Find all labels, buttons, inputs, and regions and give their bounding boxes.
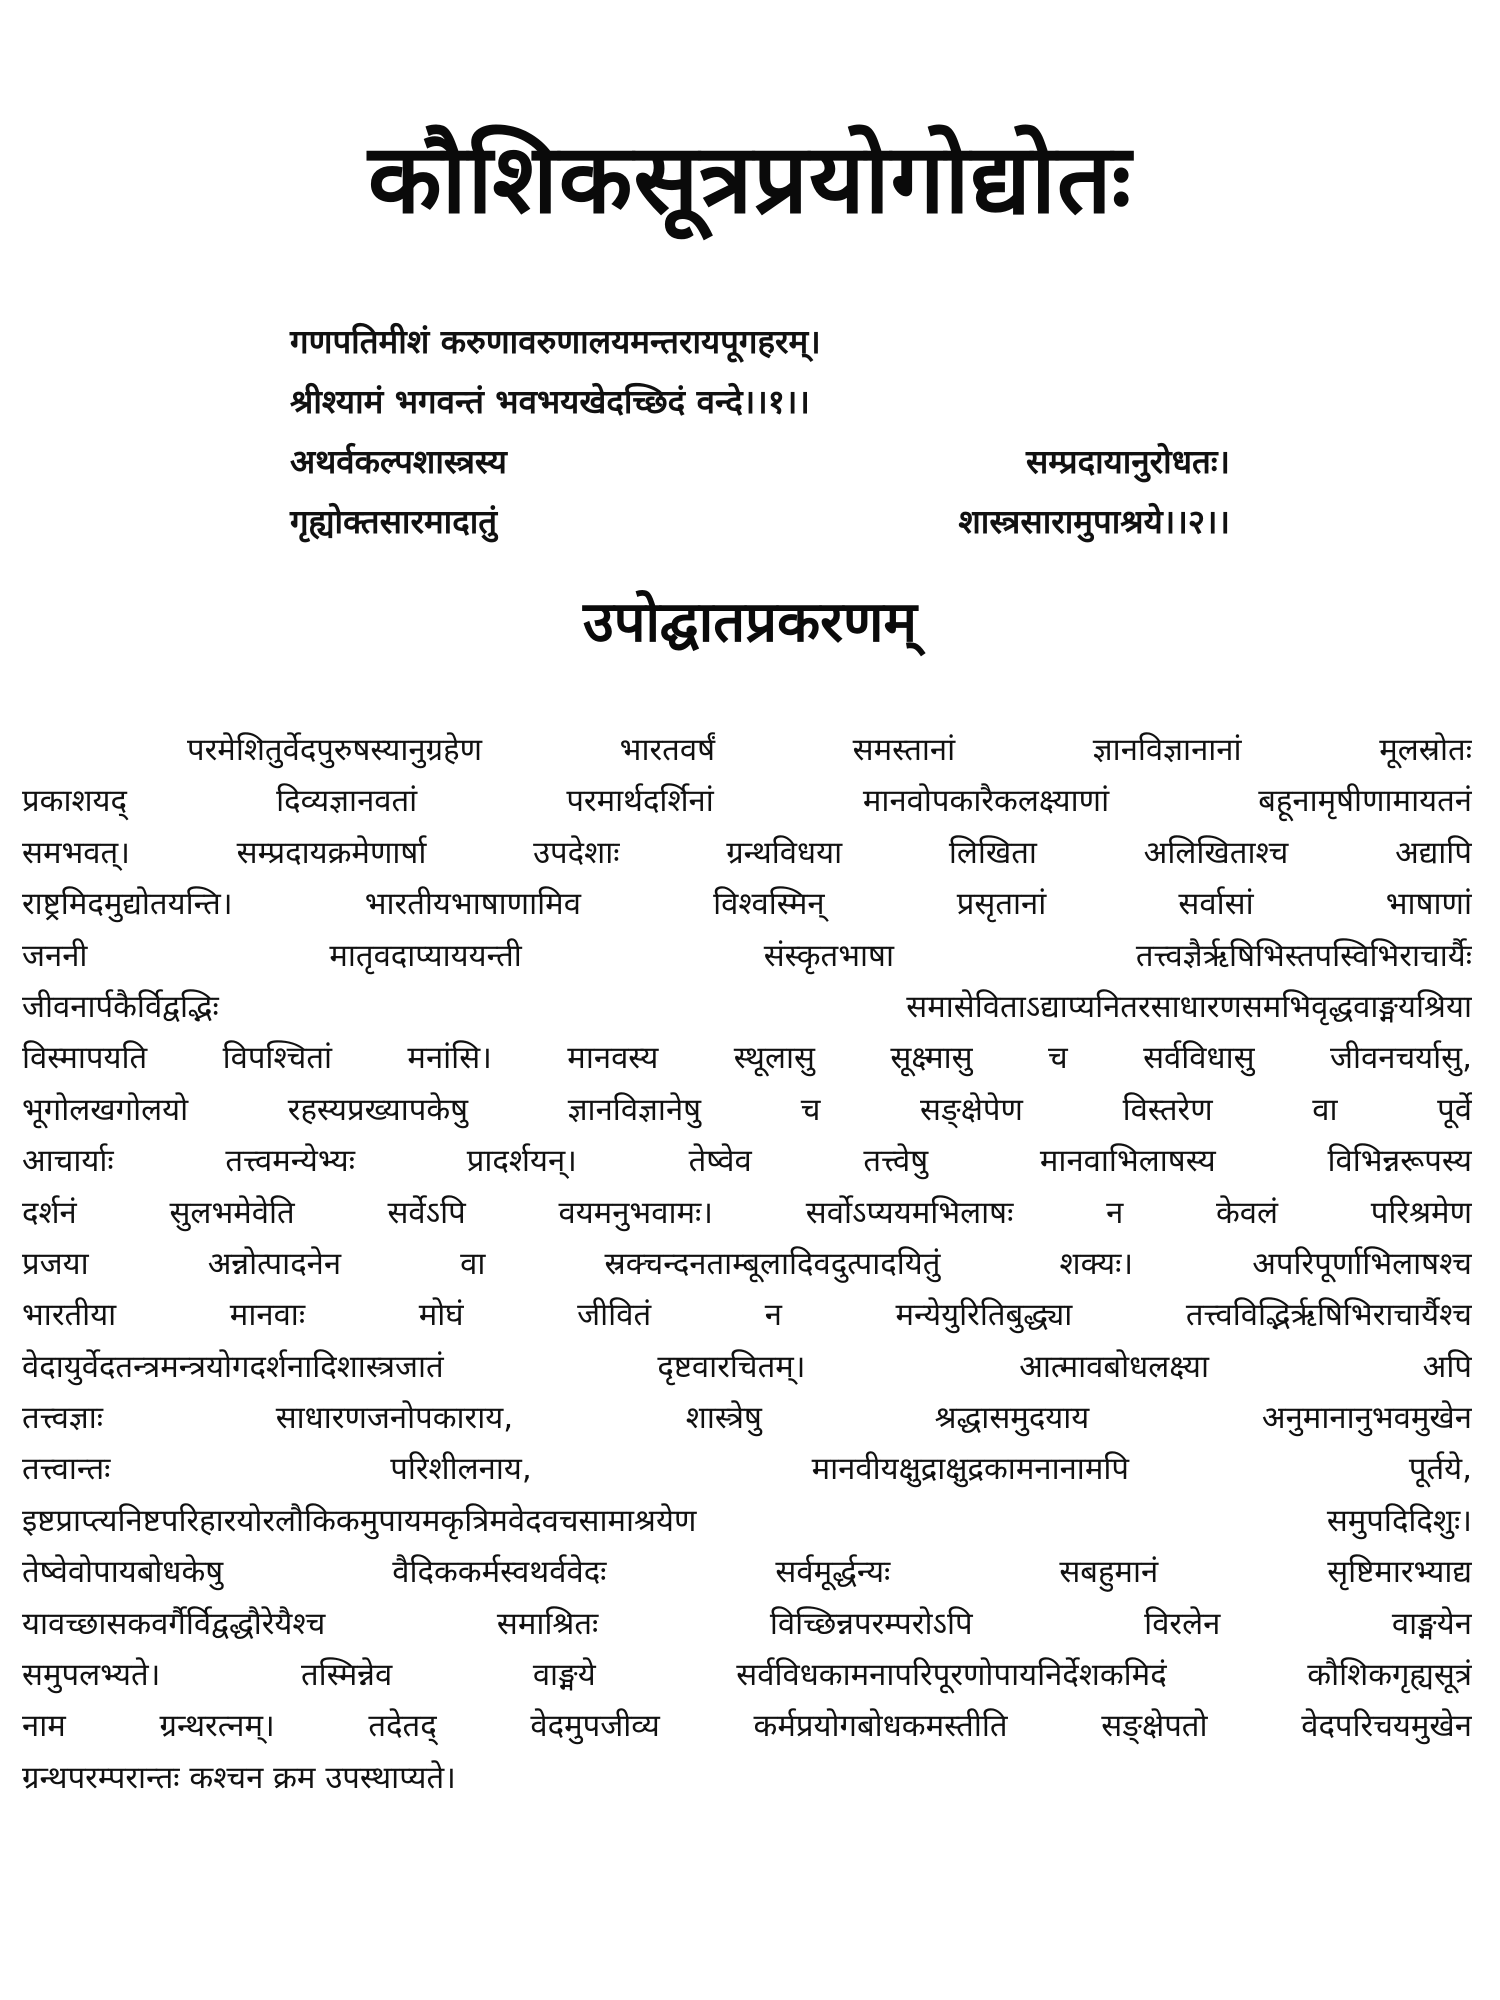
paragraph-line <box>22 931 1472 982</box>
paragraph-line <box>22 982 1472 1033</box>
paragraph-line <box>22 725 1472 776</box>
word: न <box>1106 1194 1124 1231</box>
word: पूर्तये, <box>1408 1451 1472 1488</box>
paragraph-line: ग्रन्थपरम्परान्तः कश्चन क्रम उपस्थाप्यते। <box>22 1759 456 1796</box>
word: मानवस्य <box>567 1040 659 1077</box>
word: परिश्रमेण <box>1370 1194 1472 1231</box>
word: वेदमुपजीव्य <box>530 1708 660 1745</box>
word: प्रकाशयद् <box>22 783 127 820</box>
word: परिशीलनाय, <box>390 1451 532 1488</box>
word: च <box>800 1091 821 1128</box>
word: भूगोलखगोलयो <box>22 1091 189 1128</box>
body-paragraph <box>22 725 1472 1804</box>
word: विस्तरेण <box>1122 1091 1213 1128</box>
word: वाङ्मयेन <box>1391 1605 1472 1642</box>
word: तत्त्वान्तः <box>22 1451 111 1488</box>
word: वा <box>460 1245 486 1282</box>
word: दिव्यज्ञानवतां <box>276 783 418 820</box>
word: रहस्यप्रख्यापकेषु <box>287 1091 469 1128</box>
word: भाषाणां <box>1385 886 1472 923</box>
verse-second-half: सम्प्रदायानुरोधतः। <box>1025 442 1230 481</box>
paragraph-line <box>22 1701 1472 1752</box>
word: तत्त्वमन्येभ्यः <box>225 1143 356 1180</box>
word: वेदायुर्वेदतन्त्रमन्त्रयोगदर्शनादिशास्त्रजातं <box>22 1348 444 1385</box>
word: अद्यापि <box>1395 834 1472 871</box>
word: तदेतद् <box>368 1708 437 1745</box>
word: प्रसृतानां <box>956 886 1047 923</box>
invocation-verses <box>290 312 1230 552</box>
word: मनांसि। <box>407 1040 492 1077</box>
word: ज्ञानविज्ञानानां <box>1092 732 1242 768</box>
word: शक्यः। <box>1059 1245 1134 1282</box>
word: पूर्वे <box>1437 1091 1472 1128</box>
word: वा <box>1312 1091 1338 1128</box>
word: वयमनुभवामः। <box>558 1194 714 1231</box>
paragraph-line <box>22 879 1472 930</box>
verse-first-half: गृह्योक्तसारमादातुं <box>290 502 498 541</box>
paragraph-line <box>22 1085 1472 1136</box>
word: शास्त्रेषु <box>685 1400 762 1437</box>
word: कर्मप्रयोगबोधकमस्तीति <box>753 1708 1008 1745</box>
word: विरलेन <box>1144 1605 1221 1642</box>
word: विच्छिन्नपरम्परोऽपि <box>769 1605 973 1642</box>
word: भारतवर्षं <box>619 732 715 768</box>
word: सुलभमेवेति <box>169 1194 295 1231</box>
word: विपश्चितां <box>222 1040 333 1077</box>
word: राष्ट्रमिदमुद्योतयन्ति। <box>22 886 233 923</box>
word: भारतीयभाषाणामिव <box>364 886 581 923</box>
word: सबहुमानं <box>1059 1554 1159 1591</box>
paragraph-line <box>22 828 1472 879</box>
word: अन्नोत्पादनेन <box>207 1245 342 1282</box>
word: मातृवदाप्याययन्ती <box>329 937 522 974</box>
word: केवलं <box>1216 1194 1279 1231</box>
word: अपरिपूर्णाभिलाषश्च <box>1252 1245 1472 1282</box>
word: सङ्क्षेपेण <box>920 1091 1023 1128</box>
paragraph-line <box>22 1136 1472 1187</box>
word: च <box>1048 1040 1068 1077</box>
word: तत्त्वेषु <box>863 1143 929 1180</box>
paragraph-line <box>22 1239 1472 1290</box>
paragraph-line <box>22 1444 1472 1495</box>
paragraph-line <box>22 1496 1472 1547</box>
word: तत्त्वविद्भिर्ऋषिभिराचार्यैश्च <box>1185 1297 1472 1334</box>
word: सर्वोऽप्ययमभिलाषः <box>805 1194 1014 1231</box>
verse-first-half: अथर्वकल्पशास्त्रस्य <box>290 442 507 481</box>
word: सङ्क्षेपतो <box>1101 1708 1208 1745</box>
word: सृष्टिमारभ्याद्य <box>1327 1554 1472 1591</box>
word: विस्मापयति <box>22 1040 148 1077</box>
word: कौशिकगृह्यसूत्रं <box>1307 1657 1472 1694</box>
word: समभवत्। <box>22 834 130 871</box>
word: जीवनार्पकैर्विद्वद्भिः <box>22 988 219 1025</box>
paragraph-line <box>22 1290 1472 1341</box>
word: उपदेशाः <box>533 834 620 871</box>
word: सूक्ष्मासु <box>890 1040 973 1077</box>
word: सम्प्रदायक्रमेणार्षा <box>236 834 427 871</box>
word: तत्त्वज्ञाः <box>22 1400 104 1437</box>
word: दृष्टवारचितम्। <box>657 1348 806 1385</box>
word: ज्ञानविज्ञानेषु <box>567 1091 702 1128</box>
section-heading: उपोद्घातप्रकरणम् <box>583 590 917 655</box>
word: ग्रन्थविधया <box>726 834 843 871</box>
word: वैदिककर्मस्वथर्ववेदः <box>392 1554 607 1591</box>
word: सर्वविधासु <box>1143 1040 1255 1077</box>
word: समस्तानां <box>852 732 956 768</box>
word: समासेविताऽद्याप्यनितरसाधारणसमभिवृद्धवाङ्मयश्रिया <box>906 988 1472 1025</box>
verse-line <box>290 492 1230 552</box>
word: तेष्वेवोपायबोधकेषु <box>22 1554 224 1591</box>
word: परमार्थदर्शिनां <box>566 783 714 820</box>
word: आत्मावबोधलक्ष्या <box>1019 1348 1210 1385</box>
word: सर्वेऽपि <box>387 1194 466 1231</box>
word: मानवाभिलाषस्य <box>1039 1143 1216 1180</box>
word: स्रक्चन्दनताम्बूलादिवदुत्पादयितुं <box>604 1245 941 1282</box>
paragraph-line <box>22 1599 1472 1650</box>
word: सर्वमूर्द्धन्यः <box>775 1554 891 1591</box>
word: यावच्छासकवर्गैर्विद्वद्धौरेयैश्च <box>22 1605 326 1642</box>
verse-line <box>290 312 1230 372</box>
word: समुपलभ्यते। <box>22 1657 161 1694</box>
verse-line <box>290 432 1230 492</box>
paragraph-line <box>22 1547 1472 1598</box>
word: प्रजया <box>22 1245 89 1282</box>
word: अपि <box>1422 1348 1472 1385</box>
word: परमेशितुर्वेदपुरुषस्यानुग्रहेण <box>187 732 482 768</box>
page-title: कौशिकसूत्रप्रयोगोद्योतः <box>368 123 1132 235</box>
word: नाम <box>22 1708 66 1745</box>
word: स्थूलासु <box>733 1040 815 1077</box>
word: प्रादर्शयन्। <box>466 1143 577 1180</box>
word: मानवोपकारैकलक्ष्याणां <box>862 783 1110 820</box>
verse-second-half: शास्त्रसारामुपाश्रये।।२।। <box>958 502 1230 541</box>
word: जननी <box>22 937 88 974</box>
word: भारतीया <box>22 1297 117 1334</box>
word: मूलस्रोतः <box>1379 732 1472 768</box>
word: मानवीयक्षुद्राक्षुद्रकामनानामपि <box>811 1451 1130 1488</box>
paragraph-line <box>22 1188 1472 1239</box>
word: तेष्वेव <box>688 1143 752 1180</box>
word: आचार्याः <box>22 1143 114 1180</box>
word: सर्वासां <box>1178 886 1254 923</box>
word: जीवनचर्यासु, <box>1329 1040 1472 1077</box>
word: बहूनामृषीणामायतनं <box>1258 783 1472 820</box>
word: अनुमानानुभवमुखेन <box>1261 1400 1472 1437</box>
word: साधारणजनोपकाराय, <box>275 1400 514 1437</box>
word: समुपदिदिशुः। <box>1326 1502 1472 1539</box>
paragraph-line <box>22 1650 1472 1701</box>
word: लिखिता <box>948 834 1037 871</box>
word: मानवाः <box>229 1297 306 1334</box>
word: सर्वविधकामनापरिपूरणोपायनिर्देशकमिदं <box>736 1657 1167 1694</box>
word: इष्टप्राप्त्यनिष्टपरिहारयोरलौकिकमुपायमकृत्रिमवेदवचसामाश्रयेण <box>22 1502 697 1539</box>
verse-text: गणपतिमीशं करुणावरुणालयमन्तरायपूगहरम्। <box>290 322 821 361</box>
word: श्रद्धासमुदयाय <box>934 1400 1090 1437</box>
word: विभिन्नरूपस्य <box>1327 1143 1472 1180</box>
word: तत्त्वज्ञैर्ऋषिभिस्तपस्विभिराचार्यैः <box>1135 937 1472 974</box>
word: जीवितं <box>577 1297 652 1334</box>
word: तस्मिन्नेव <box>301 1657 393 1694</box>
word: समाश्रितः <box>496 1605 599 1642</box>
word: मन्येयुरितिबुद्ध्या <box>895 1297 1073 1334</box>
word: अलिखिताश्च <box>1143 834 1289 871</box>
word: ग्रन्थरत्नम्। <box>159 1708 275 1745</box>
paragraph-line <box>22 1033 1472 1084</box>
verse-text: श्रीश्यामं भगवन्तं भवभयखेदच्छिदं वन्दे।।१।। <box>290 382 810 421</box>
paragraph-line <box>22 1393 1472 1444</box>
paragraph-line <box>22 1342 1472 1393</box>
word: दर्शनं <box>22 1194 77 1231</box>
word: विश्वस्मिन् <box>713 886 825 923</box>
paragraph-line <box>22 776 1472 827</box>
word: संस्कृतभाषा <box>763 937 894 974</box>
word: वाङ्मये <box>532 1657 596 1694</box>
word: मोघं <box>418 1297 464 1334</box>
word: वेदपरिचयमुखेन <box>1301 1708 1472 1745</box>
verse-line <box>290 372 1230 432</box>
word: न <box>764 1297 782 1334</box>
